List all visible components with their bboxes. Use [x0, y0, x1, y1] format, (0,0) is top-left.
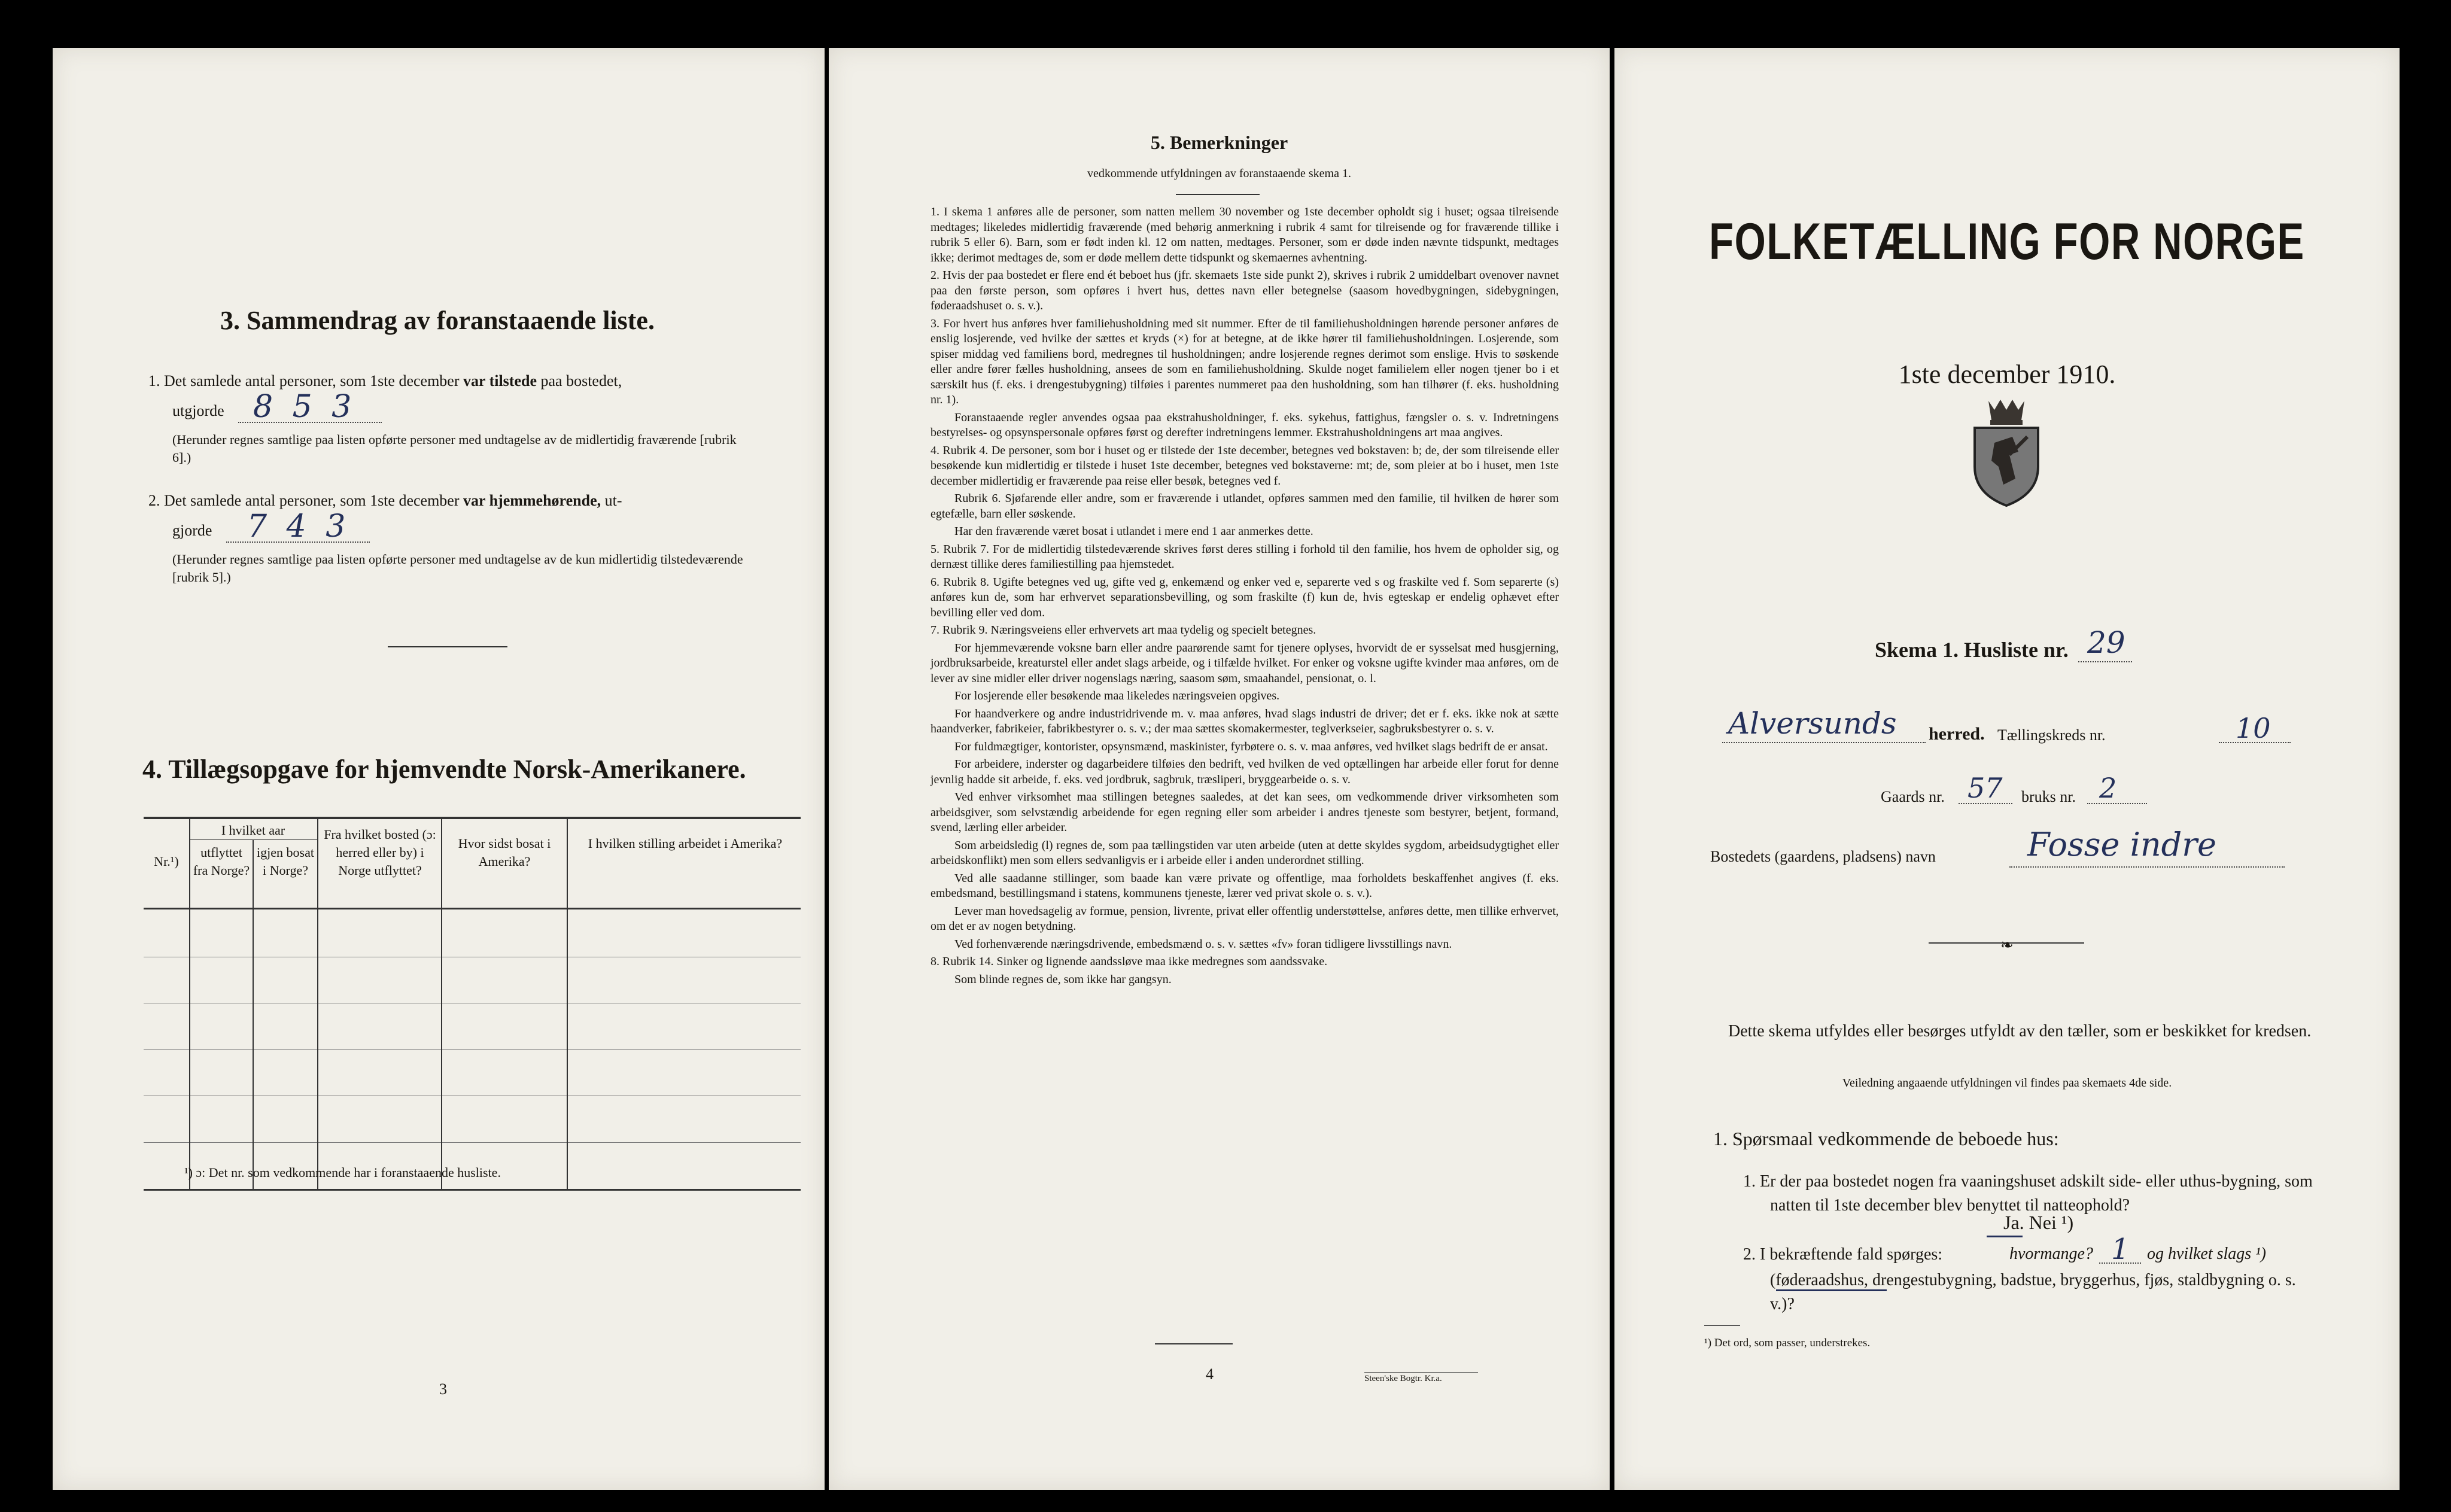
bruks-label: bruks nr. — [2021, 788, 2076, 805]
printer-mark: Steen'ske Bogtr. Kr.a. — [1364, 1372, 1478, 1384]
remark-paragraph: Ved alle saadanne stillinger, som baade kan være private og offentlige, maa forholdets beskaffenhet angives (f. eks. embedsmand, bestillingsmand i statens, kommunens tjeneste, lærer ved privat skole o. s. v.). — [930, 871, 1559, 900]
question-2-slags: og hvilket slags ¹) — [2147, 1245, 2266, 1263]
section3-title: 3. Sammendrag av foranstaaende liste. — [220, 306, 655, 335]
remark-paragraph: 1. I skema 1 anføres alle de personer, som natten mellem 30 november og 1ste december opholdt sig i huset; ogsaa tilreisende medtages; likeledes midlertidig fraværende (med behørig anmerkning i rubrik 4 samt for tilreisende og for fraværende tillike i rubrik 5 eller 6). Barn, som er født inden kl. 12 om natten, medtages. Personer, som er døde inden nævnte tidspunkt, medtages ikke; derimot medtages de, som er døde mellem dette tidspunkt og skemaernes avhentning. — [930, 205, 1559, 264]
remark-paragraph: Som blinde regnes de, som ikke har gangsyn. — [954, 972, 1172, 986]
remark-paragraph: Foranstaaende regler anvendes ogsaa paa ekstrahusholdninger, f. eks. sykehus, fattighus, fængsler o. s. v. Indretningens bestyrelses- og opsynspersonale opføres først og derefter indretningens lemmer. Ekstrahusholdningens art maa angives. — [930, 410, 1559, 439]
remark-paragraph: Rubrik 6. Sjøfarende eller andre, som er fraværende i utlandet, opføres sammen med den familie, til hvilken de hører som egtefælle, barn eller søskende. — [930, 492, 1559, 521]
census-title: FOLKETÆLLING FOR NORGE — [1709, 213, 2305, 270]
remark-paragraph: 4. Rubrik 4. De personer, som bor i huset og er tilstede der 1ste december, betegnes ved bokstaven: b; de, der som tilreisende eller besøkende kun midlertidig er tilstede i huset 1ste december, betegnes ved bokstaverne: mt; de, som pleier at bo i huset, men 1ste december midlertidig er fraværende paa reise eller besøk, betegnes ved f. — [930, 443, 1559, 488]
remark-paragraph: For fuldmægtiger, kontorister, opsynsmænd, maskinister, fyrbøtere o. s. v. maa anføres, ved hvilket slags bedrift de er ansat. — [954, 740, 1548, 753]
census-date: 1ste december 1910. — [1898, 360, 2116, 389]
summary-item-2: 2. Det samlede antal personer, som 1ste december var hjemmehørende, ut- — [148, 492, 622, 509]
question-2-prefix: 2. I bekræftende fald spørges: — [1743, 1245, 1943, 1264]
remark-paragraph: For haandverkere og andre industridrivende m. v. maa anføres, hvad slags industri de driver; det er f. eks. ikke nok at sætte haandverker, fabrikeier, fabrikbestyrer o. s. v.; der maa sættes skomakermester, teglverkseier, sagbruksbestyrer o. s. v. — [930, 707, 1559, 735]
kreds-label: Tællingskreds nr. — [1997, 726, 2106, 744]
right-footnote: ¹) Det ord, som passer, understrekes. — [1704, 1337, 1871, 1349]
remarks-body — [930, 205, 1559, 990]
right-page — [1614, 48, 2400, 1490]
item2-dotline — [226, 541, 370, 543]
gaards-label: Gaards nr. — [1881, 788, 1945, 805]
item1-dotline — [238, 422, 382, 423]
bosted-label: Bostedets (gaardens, pladsens) navn — [1710, 848, 1936, 865]
norsk-amerikaner-table — [144, 769, 801, 1194]
remark-paragraph: Ved forhenværende næringsdrivende, embedsmænd o. s. v. sættes «fv» foran tidligere livsstillings navn. — [954, 937, 1452, 951]
remark-paragraph: 3. For hvert hus anføres hver familiehusholdning med sit nummer. Efter de til familiehusholdningen hørende personer anføres de enslig losjerende, ved hvilke der sættes et kryds (×) for at betegne, at de ikke hører til familiehusholdningen. Losjerende, som spiser middag ved familiens bord, medregnes til husholdningen; andre losjerende regnes derimot som enslige. Hvis to søskende eller andre fører fælles husholdning, ansees de som en familiehusholdning. Skulde noget familielem eller nogen tjener bo i et særskilt hus (f. eks. i drengestubygning) tilføies i parentes nummeret paa den husholdning, som han tilhører (f. eks. husholdning nr. 1). — [930, 317, 1559, 406]
remark-paragraph: 2. Hvis der paa bostedet er flere end ét beboet hus (jfr. skemaets 1ste side punkt 2), skrives i rubrik 2 umiddelbart ovenover navnet paa den første person, som opføres i hvert hus, dettes navn eller betegnelse (saasom hovedbygningen, sidebygningen, føderaadshuset o. s. v.). — [930, 269, 1559, 312]
bosted-value: Fosse indre — [2027, 826, 2216, 863]
remark-paragraph: Har den fraværende været bosat i utlandet i mere end 1 aar anmerkes dette. — [954, 525, 1313, 538]
questions-heading: 1. Spørsmaal vedkommende de beboede hus: — [1713, 1128, 2059, 1149]
bruks-value: 2 — [2099, 772, 2117, 804]
page-number-4: 4 — [1206, 1365, 1214, 1383]
question-1: 1. Er der paa bostedet nogen fra vaaningshuset adskilt side- eller uthus-bygning, som natten til 1ste december blev benyttet til natteophold? — [1743, 1172, 2313, 1215]
item2-utgjorde-label: gjorde — [172, 522, 212, 539]
remark-paragraph: Som arbeidsledig (l) regnes de, som paa tællingstiden var uten arbeide (uten at dette skyldes sygdom, arbeidsudygtighet eller arbeidskonflikt) men som ellers sedvanligvis er i arbeide eller i anden underordnet stilling. — [930, 838, 1559, 867]
col-stilling-header: I hvilken stilling arbeidet i Amerika? — [588, 836, 783, 851]
item1-utgjorde-label: utgjorde — [172, 402, 224, 419]
col-fra-bosted-header: Fra hvilket bosted (ɔ: herred eller by) i Norge utflyttet? — [324, 827, 436, 878]
table-group-header: I hvilket aar — [221, 823, 285, 838]
question-2-examples: (føderaadshus, drengestubygning, badstue, bryggerhus, fjøs, staldbygning o. s. v.)? — [1770, 1271, 2296, 1313]
question-2-count: 1 — [2111, 1233, 2130, 1266]
page-number-3: 3 — [439, 1380, 447, 1398]
divider — [388, 646, 507, 647]
remark-paragraph: 6. Rubrik 8. Ugifte betegnes ved ug, gifte ved g, enkemænd og enker ved e, separerte ved s og fraskilte ved f. Som separerte (s) anføres kun de, som har erhvervet separationsbevilling, og som fraskilte (f) kun de, hvis egteskap er endelig ophævet efter bevilling eller ved dom. — [930, 575, 1559, 619]
item1-note: (Herunder regnes samtlige paa listen opførte personer med undtagelse av de midlertidig fraværende [rubrik 6].) — [172, 432, 737, 465]
remark-paragraph: For hjemmeværende voksne barn eller andre paarørende samt for tjenere oplyses, hvorvidt de er sysselsat med husgjerning, jordbruksarbeide, kreaturstel eller andet slags arbeide, og i tilfælde hvilket. For enker og voksne ugifte kvinder maa anføres, om de lever av sine midler eller driver nogenslags næring, saasom søm, smaahandel, pensionat, o. l. — [930, 641, 1559, 685]
item2-value: 7 4 3 — [247, 509, 351, 544]
ornament-icon: ❧ — [2000, 936, 2014, 954]
herred-label: herred. — [1929, 724, 1985, 744]
item2-note: (Herunder regnes samtlige paa listen opførte personer med undtagelse av de kun midlertidig tilstedeværende [rubrik 5].) — [172, 552, 743, 585]
remarks-subtitle: vedkommende utfyldningen av foranstaaende skema 1. — [1087, 167, 1351, 180]
question-1-answer: Ja. Nei ¹) — [2003, 1212, 2074, 1233]
summary-item-1: 1. Det samlede antal personer, som 1ste december var tilstede paa bostedet, — [148, 372, 622, 390]
intro-note: Veiledning angaaende utfyldningen vil findes paa skemaets 4de side. — [1842, 1076, 2172, 1090]
remark-paragraph: 7. Rubrik 9. Næringsveiens eller erhvervets art maa tydelig og specielt betegnes. — [930, 623, 1316, 637]
remarks-title: 5. Bemerkninger — [1150, 132, 1288, 153]
schema-label: Skema 1. Husliste nr. — [1875, 638, 2069, 662]
norway-coat-of-arms-icon — [1962, 395, 2051, 509]
col-nr-header: Nr.¹) — [154, 854, 179, 869]
left-page — [53, 48, 825, 1490]
left-footnote: ¹) ɔ: Det nr. som vedkommende har i foranstaaende husliste. — [184, 1165, 501, 1180]
kreds-value: 10 — [2236, 712, 2271, 744]
middle-page — [829, 48, 1610, 1490]
col-utflyttet-header: utflyttet fra Norge? — [193, 845, 250, 878]
remark-paragraph: For arbeidere, inderster og dagarbeidere tilføies den bedrift, ved hvilken de ved optællingen har arbeide eller forut for denne jevnlig hadde sit arbeide, f. eks. ved jordbruk, sagbruk, træsliperi, bryggearbeide o. s. v. — [930, 757, 1559, 786]
remark-paragraph: For losjerende eller besøkende maa likeledes næringsveien opgives. — [954, 689, 1280, 702]
intro-text: Dette skema utfyldes eller besørges utfyldt av den tæller, som er beskikket for kredsen. — [1728, 1022, 2312, 1041]
remark-paragraph: Ved enhver virksomhet maa stillingen betegnes saaledes, at det kan sees, om vedkommende driver virksomheten som arbeidsgiver, som selvstændig arbeidende for egen regning eller som arbeider i andres tjeneste som bestyrer, betjent, formand, svend, lærling eller arbeider. — [930, 790, 1559, 834]
col-amerika-bosat-header: Hvor sidst bosat i Amerika? — [458, 836, 551, 869]
remark-paragraph: 5. Rubrik 7. For de midlertidig tilstedeværende skrives først deres stilling i forhold til den familie, hos hvem de opholder sig, og dernæst tillike deres familiestilling paa hjemstedet. — [930, 542, 1559, 571]
husliste-number: 29 — [2087, 625, 2125, 660]
gaards-value: 57 — [1968, 772, 2003, 804]
item1-value: 8 5 3 — [253, 389, 357, 425]
question-2-hvormange: hvormange? — [2009, 1245, 2093, 1263]
remark-paragraph: 8. Rubrik 14. Sinker og lignende aandssløve maa ikke medregnes som aandssvake. — [930, 955, 1328, 968]
section4-title: 4. Tillægsopgave for hjemvendte Norsk-Amerikanere. — [142, 755, 746, 784]
herred-value: Alversunds — [1728, 706, 1897, 741]
col-bosat-header: igjen bosat i Norge? — [257, 845, 314, 878]
remark-paragraph: Lever man hovedsagelig av formue, pension, livrente, privat eller offentlig understøttelse, anføres dette, men tillike erhvervet, om det er av nogen betydning. — [930, 904, 1559, 933]
